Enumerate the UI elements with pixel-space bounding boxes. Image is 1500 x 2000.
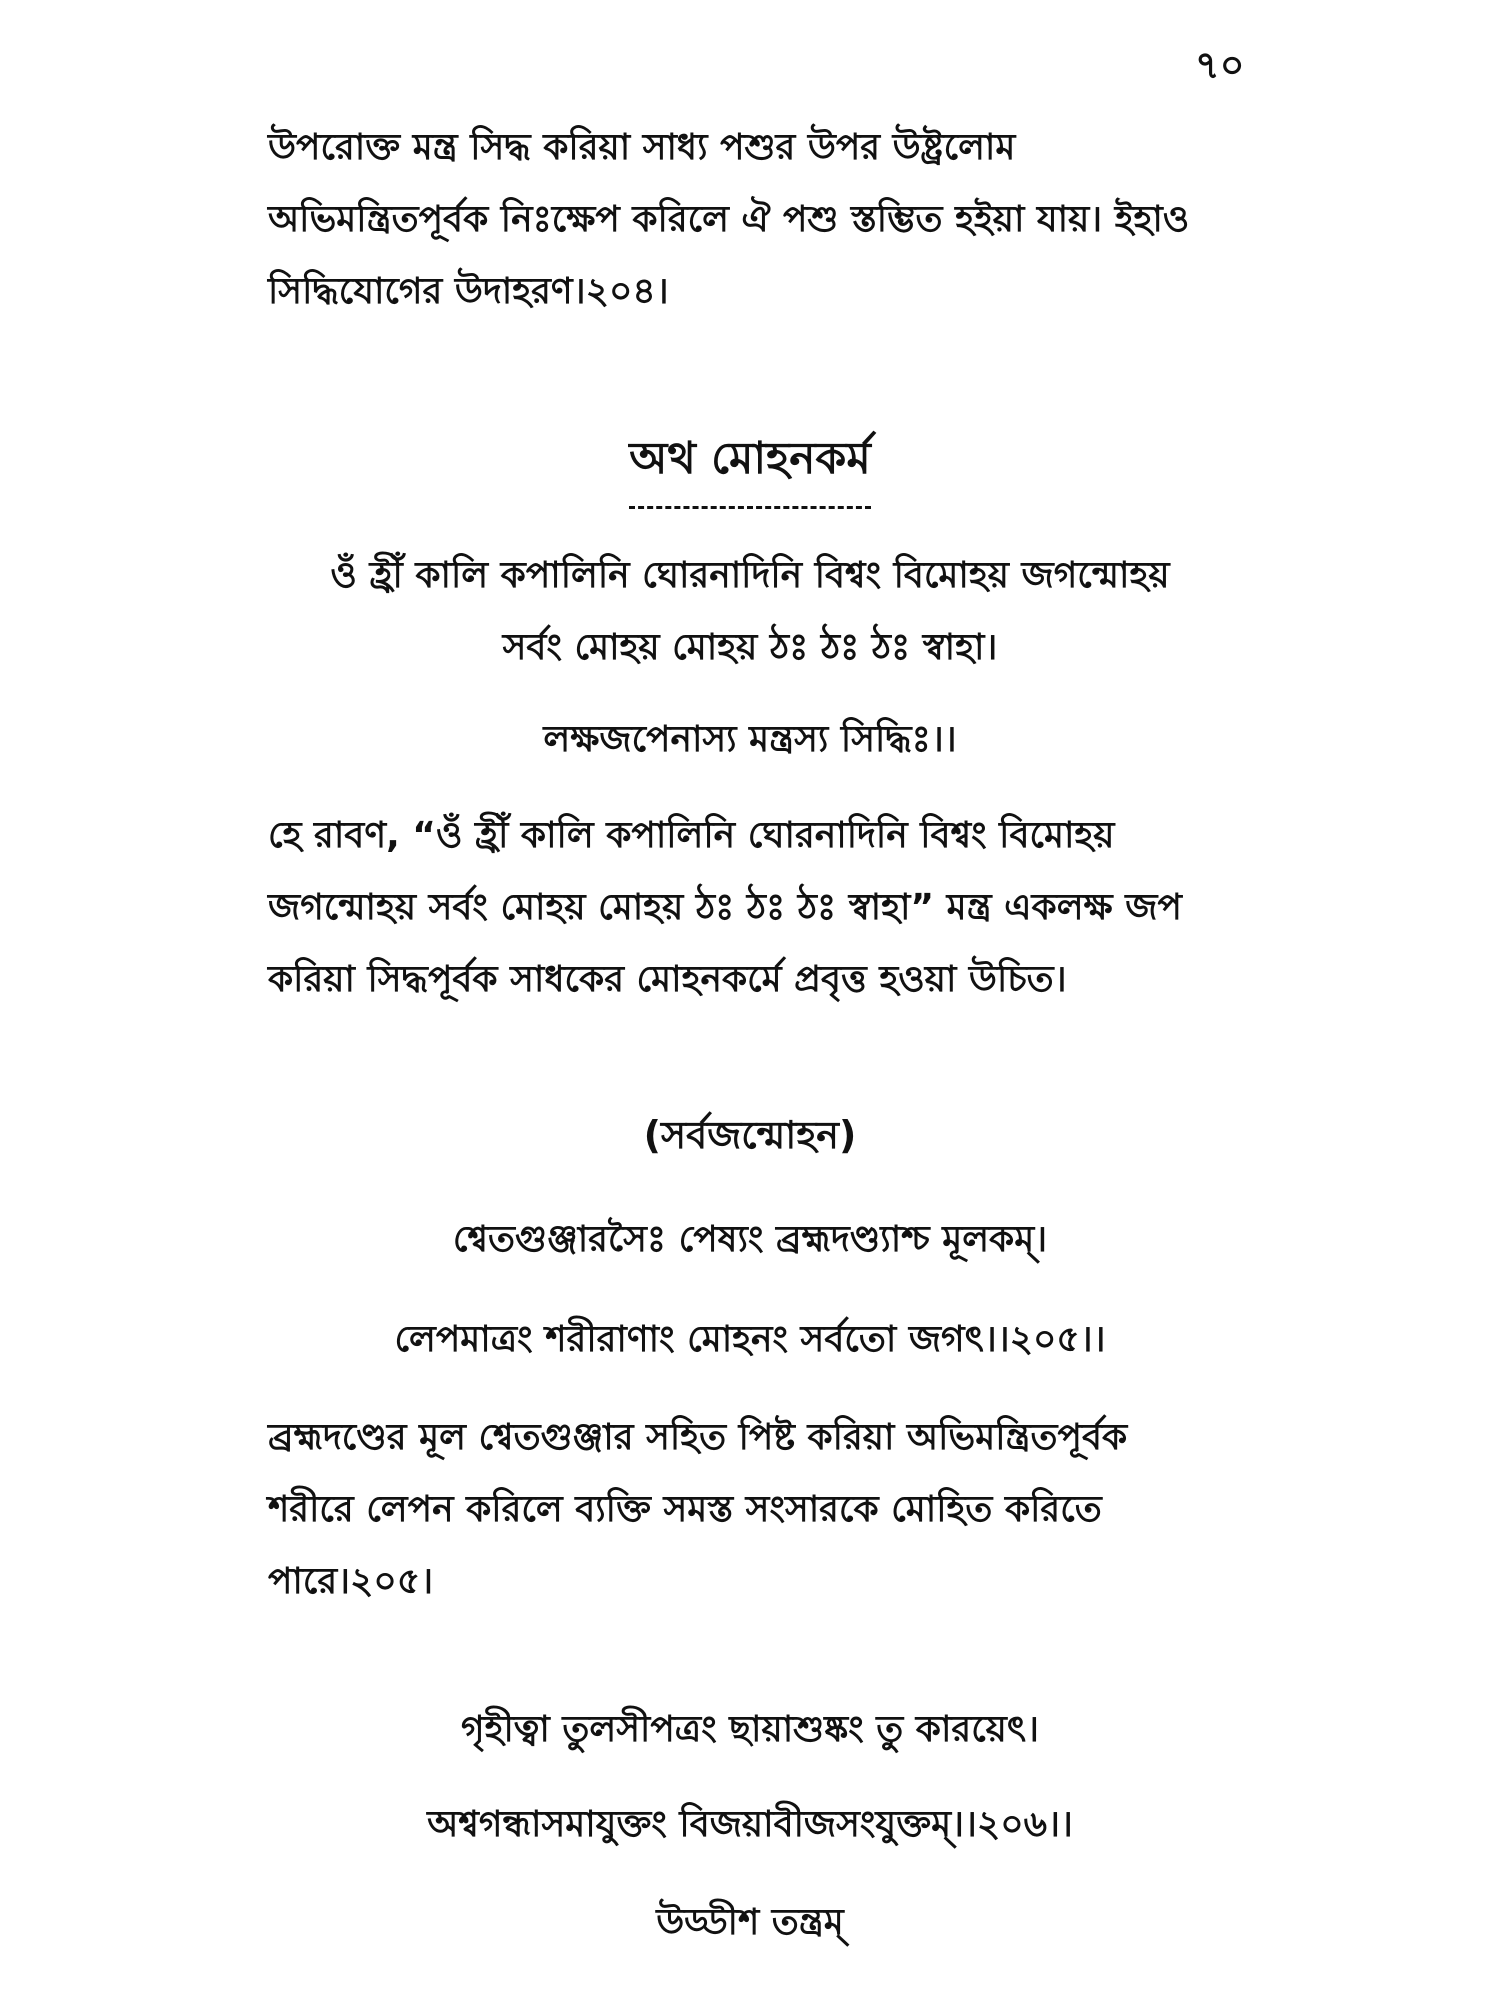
subsection-heading: (সর্বজন্মোহন): [643, 1113, 857, 1157]
paragraph-line: হে রাবণ, “ওঁ হ্রীঁ কালি কপালিনি ঘোরনাদিনি বিশ্বং বিমোহয়: [268, 815, 1115, 856]
paragraph-line: অভিমন্ত্রিতপূর্বক নিঃক্ষেপ করিলে ঐ পশু স্তম্ভিত হইয়া যায়। ইহাও: [268, 199, 1190, 240]
verse-205-line-2: লেপমাত্রং শরীরাণাং মোহনং সর্বতো জগৎ।।২০৫।।: [394, 1319, 1106, 1360]
siddhi-line: লক্ষজপেনাস্য মন্ত্রস্য সিদ্ধিঃ।।: [543, 719, 957, 760]
paragraph-stambhan-example: [268, 112, 1258, 328]
mantra-line-1: ওঁ হ্রীঁ কালি কপালিনি ঘোরনাদিনি বিশ্বং বিমোহয় জগন্মোহয়: [330, 555, 1170, 596]
section-heading: [200, 425, 1300, 509]
verse-205-line-1: শ্বেতগুঞ্জারসৈঃ পেষ্যং ব্রহ্মদণ্ড্যাশ্চ মূলকম্।: [452, 1219, 1048, 1260]
mantra-line-2: সর্বং মোহয় মোহয় ঠঃ ঠঃ ঠঃ স্বাহা।: [502, 627, 998, 668]
paragraph-line: পারে।২০৫।: [268, 1561, 434, 1602]
paragraph-ravana-instruction: [268, 800, 1258, 1016]
paragraph-verse-205-meaning: [268, 1402, 1258, 1618]
page-number: ৭০: [1195, 43, 1245, 87]
mantra-block: [200, 540, 1300, 684]
section-heading-text: অথ মোহনকর্ম: [629, 425, 871, 509]
paragraph-line: জগন্মোহয় সর্বং মোহয় মোহয় ঠঃ ঠঃ ঠঃ স্বাহা” মন্ত্র একলক্ষ জপ: [268, 887, 1182, 928]
source-citation: উড্ডীশ তন্ত্রম্: [656, 1902, 844, 1943]
paragraph-line: সিদ্ধিযোগের উদাহরণ।২০৪।: [268, 271, 669, 312]
paragraph-line: ব্রহ্মদণ্ডের মূল শ্বেতগুঞ্জার সহিত পিষ্ট করিয়া অভিমন্ত্রিতপূর্বক: [268, 1417, 1128, 1458]
paragraph-line: করিয়া সিদ্ধপূর্বক সাধকের মোহনকর্মে প্রবৃত্ত হওয়া উচিত।: [268, 959, 1067, 1000]
paragraph-line: উপরোক্ত মন্ত্র সিদ্ধ করিয়া সাধ্য পশুর উপর উষ্ট্রলোম: [268, 127, 1016, 168]
paragraph-line: শরীরে লেপন করিলে ব্যক্তি সমস্ত সংসারকে মোহিত করিতে: [268, 1489, 1102, 1530]
verse-206-line-1: গৃহীত্বা তুলসীপত্রং ছায়াশুষ্কং তু কারয়েৎ।: [461, 1709, 1039, 1750]
verse-206-line-2: অশ্বগন্ধাসমাযুক্তং বিজয়াবীজসংযুক্তম্।।২০৬।।: [427, 1804, 1073, 1845]
